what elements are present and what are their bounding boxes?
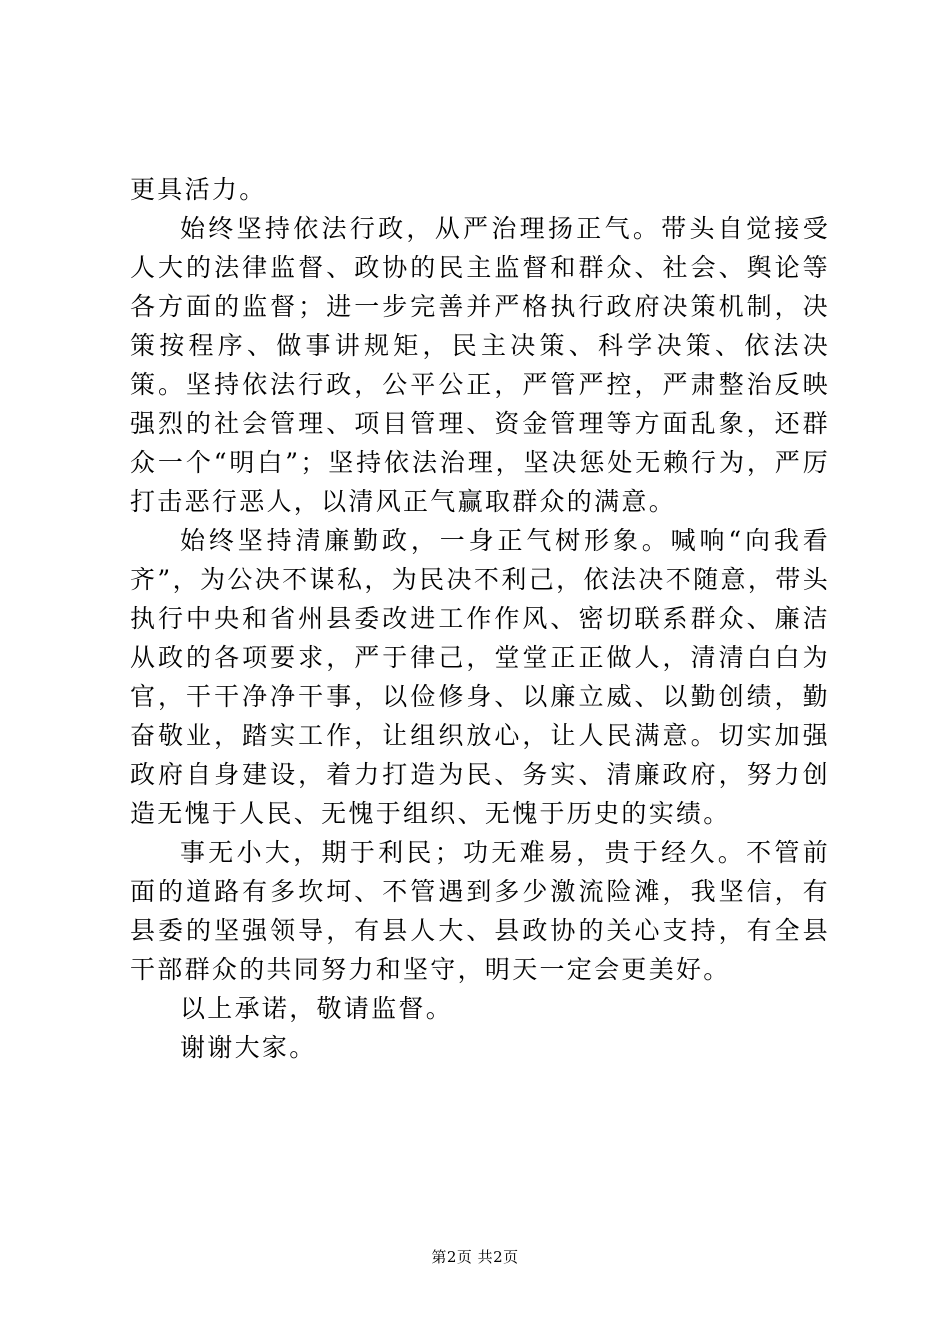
page-footer	[0, 1246, 950, 1267]
paragraph-conclusion: 事无小大，期于利民；功无难易，贵于经久。不管前面的道路有多坎坷、不管遇到多少激流险滩，我坚信，有县委的坚强领导，有县人大、县政协的关心支持，有全县干部群众的共同努力和坚守，明天一定会更美好。	[130, 838, 830, 984]
document-body	[130, 170, 830, 1067]
paragraph-rule-of-law: 始终坚持依法行政，从严治理扬正气。带头自觉接受人大的法律监督、政协的民主监督和群众、社会、舆论等各方面的监督；进一步完善并严格执行政府决策机制，决策按程序、做事讲规矩，民主决策、科学决策、依法决策。坚持依法行政，公平公正，严管严控，严肃整治反映强烈的社会管理、项目管理、资金管理等方面乱象，还群众一个“明白”；坚持依法治理，坚决惩处无赖行为，严厉打击恶行恶人，以清风正气赢取群众的满意。	[130, 214, 830, 516]
paragraph-continuation: 更具活力。	[130, 175, 267, 204]
page-number: 第2页 共2页	[431, 1248, 519, 1266]
paragraph-pledge: 以上承诺，敬请监督。	[180, 994, 454, 1023]
paragraph-thanks: 谢谢大家。	[180, 1033, 317, 1062]
paragraph-integrity: 始终坚持清廉勤政，一身正气树形象。喊响“向我看齐”，为公决不谋私，为民决不利己，依法决不随意，带头执行中央和省州县委改进工作作风、密切联系群众、廉洁从政的各项要求，严于律己，堂堂正正做人，清清白白为官，干干净净干事，以俭修身、以廉立威、以勤创绩，勤奋敬业，踏实工作，让组织放心，让人民满意。切实加强政府自身建设，着力打造为民、务实、清廉政府，努力创造无愧于人民、无愧于组织、无愧于历史的实绩。	[130, 526, 830, 828]
